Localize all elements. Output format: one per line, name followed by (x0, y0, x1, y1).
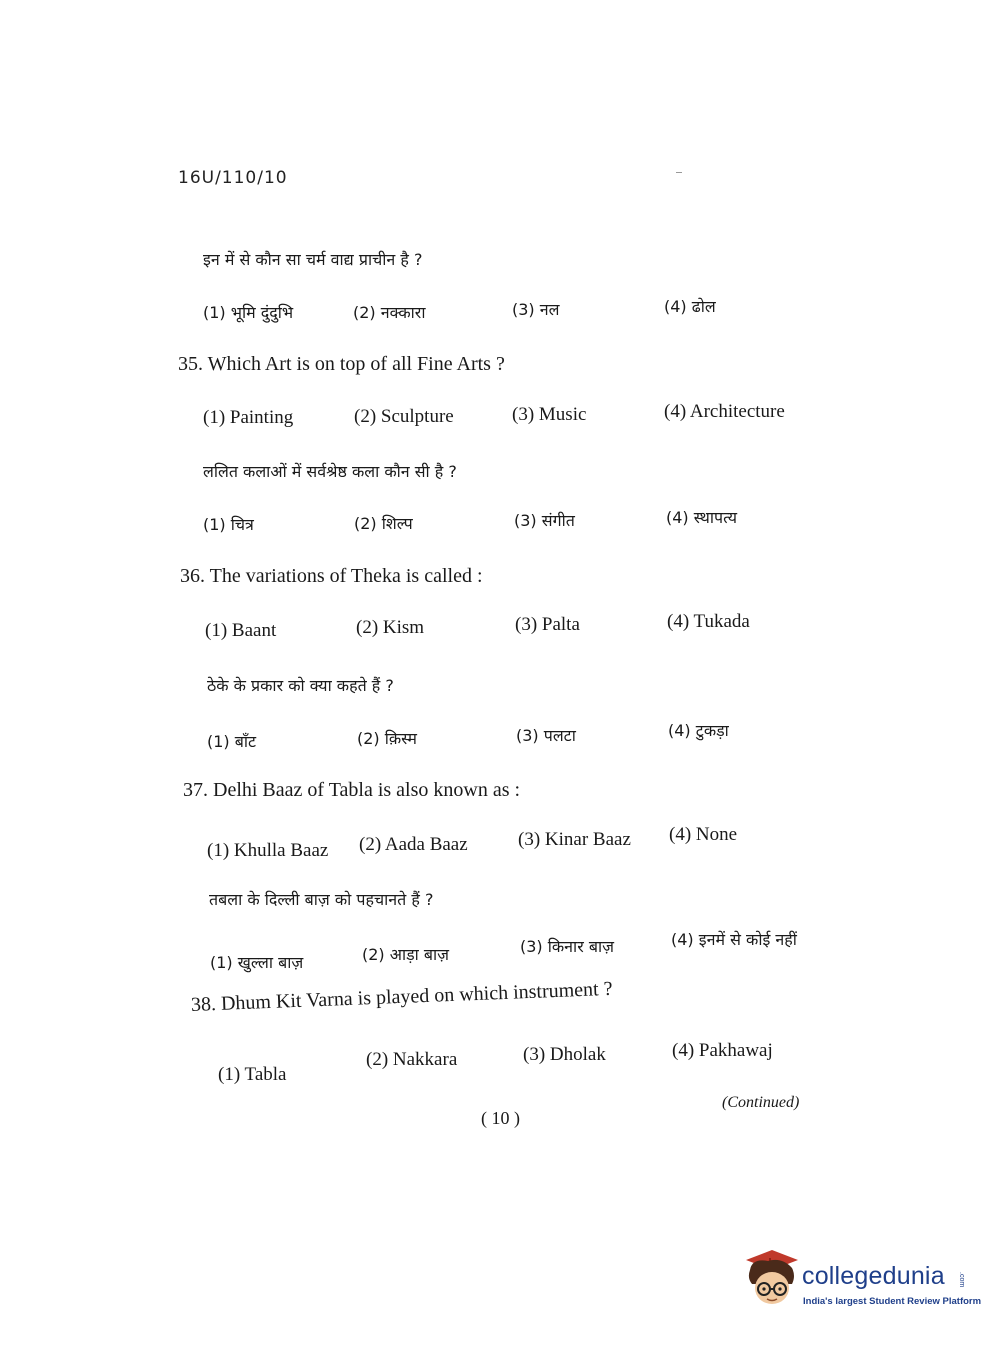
logo-wordmark: collegedunia (802, 1262, 945, 1290)
q37-hindi-option-3: (3) किनार बाज़ (520, 937, 614, 956)
q35-option-2: (2) Sculpture (354, 406, 454, 427)
question-37-hindi: तबला के दिल्ली बाज़ को पहचानते हैं ? (209, 890, 434, 909)
q37-option-2: (2) Aada Baaz (359, 834, 468, 855)
question-38: 38. Dhum Kit Varna is played on which instrument ? (190, 977, 613, 1016)
q36-hindi-option-1: (1) बाँट (207, 732, 257, 751)
q38-option-2: (2) Nakkara (366, 1049, 458, 1070)
q36-hindi-option-3: (3) पलटा (516, 726, 576, 745)
question-35-hindi: ललित कलाओं में सर्वश्रेष्ठ कला कौन सी है ? (203, 462, 457, 481)
scan-mark (676, 172, 682, 173)
q35-hindi-option-1: (1) चित्र (203, 515, 254, 534)
q34-hindi-option-3: (3) नल (512, 300, 560, 319)
question-37: 37. Delhi Baaz of Tabla is also known as : (183, 779, 521, 801)
q37-option-4: (4) None (669, 824, 738, 845)
q35-option-1: (1) Painting (203, 407, 294, 428)
q36-option-4: (4) Tukada (667, 611, 750, 632)
paper-code: 16U/110/10 (178, 168, 288, 188)
q36-option-2: (2) Kism (356, 617, 425, 638)
q36-hindi-option-2: (2) क़िस्म (357, 729, 417, 748)
collegedunia-logo (742, 1248, 982, 1318)
question-36-hindi: ठेके के प्रकार को क्या कहते हैं ? (207, 676, 394, 695)
q35-hindi-option-2: (2) शिल्प (354, 514, 413, 533)
question-35: 35. Which Art is on top of all Fine Arts ? (178, 353, 505, 375)
q35-option-3: (3) Music (512, 404, 587, 425)
q36-hindi-option-4: (4) टुकड़ा (668, 721, 729, 740)
q35-option-4: (4) Architecture (664, 401, 785, 422)
page-number: ( 10 ) (481, 1108, 520, 1128)
q37-hindi-option-1: (1) खुल्ला बाज़ (210, 953, 304, 972)
q35-hindi-option-3: (3) संगीत (514, 511, 575, 530)
question-34-hindi: इन में से कौन सा चर्म वाद्य प्राचीन है ? (203, 250, 423, 269)
q34-hindi-option-2: (2) नक्कारा (353, 303, 426, 322)
q34-hindi-option-4: (4) ढोल (664, 297, 716, 316)
q37-option-3: (3) Kinar Baaz (518, 829, 631, 850)
q36-option-3: (3) Palta (515, 614, 580, 635)
question-36: 36. The variations of Theka is called : (180, 565, 483, 587)
q38-option-4: (4) Pakhawaj (672, 1040, 773, 1061)
q34-hindi-option-1: (1) भूमि दुंदुभि (203, 303, 294, 322)
q37-option-1: (1) Khulla Baaz (207, 840, 329, 861)
q36-option-1: (1) Baant (205, 620, 277, 641)
q38-option-3: (3) Dholak (523, 1044, 606, 1065)
q38-option-1: (1) Tabla (218, 1064, 287, 1085)
q37-hindi-option-4: (4) इनमें से कोई नहीं (671, 930, 797, 949)
q37-hindi-option-2: (2) आड़ा बाज़ (362, 945, 450, 964)
mascot-icon (742, 1248, 802, 1310)
q35-hindi-option-4: (4) स्थापत्य (666, 508, 738, 527)
continued-note: (Continued) (722, 1094, 800, 1111)
logo-suffix: .com (958, 1272, 965, 1288)
logo-tagline: India's largest Student Review Platform (803, 1296, 982, 1307)
